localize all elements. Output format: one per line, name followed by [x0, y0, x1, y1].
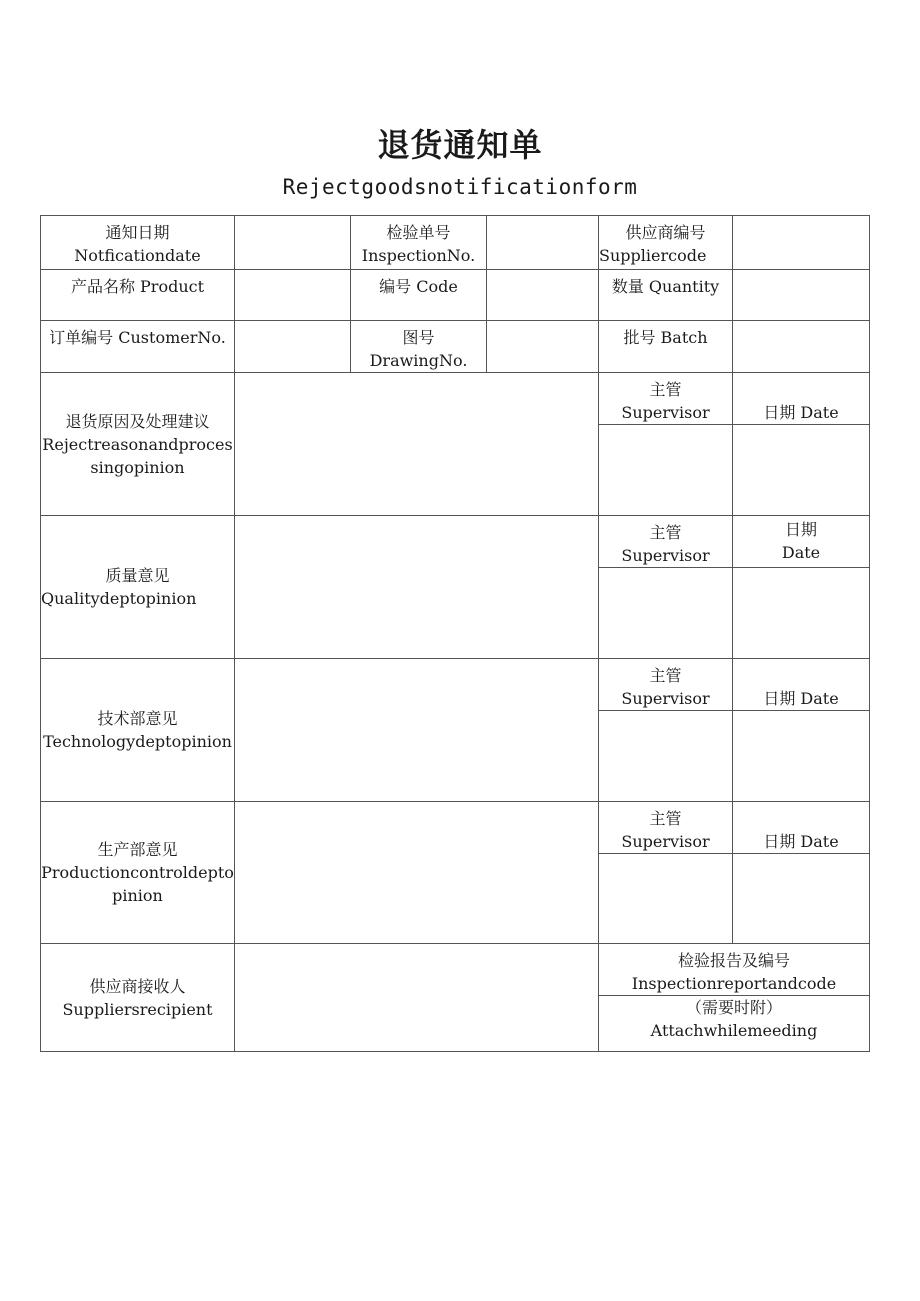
attach-note: （需要时附） Attachwhilemeeding: [599, 996, 870, 1052]
quality-dept-label: 质量意见 Qualitydeptopinion: [41, 516, 235, 659]
quantity-field[interactable]: [733, 270, 870, 321]
production-dept-field[interactable]: [235, 802, 599, 944]
supplier-code-label: 供应商编号 Suppliercode: [599, 216, 733, 270]
production-dept-date-label: 日期 Date: [733, 802, 870, 854]
customer-no-label: 订单编号 CustomerNo.: [41, 321, 235, 373]
inspection-report-label: 检验报告及编号 Inspectionreportandcode: [599, 944, 870, 996]
quality-dept-supervisor-label: 主管 Supervisor: [599, 516, 733, 568]
technology-dept-supervisor-label: 主管 Supervisor: [599, 659, 733, 711]
technology-dept-label: 技术部意见 Technologydeptopinion: [41, 659, 235, 802]
form-subtitle: Rejectgoodsnotificationform: [282, 175, 638, 199]
code-field[interactable]: [487, 270, 599, 321]
reject-reason-label: 退货原因及处理建议 Rejectreasonandprocessingopinion: [41, 373, 235, 516]
form-title: 退货通知单: [377, 126, 543, 164]
drawing-no-field[interactable]: [487, 321, 599, 373]
quantity-label: 数量 Quantity: [599, 270, 733, 321]
production-dept-supervisor-label: 主管 Supervisor: [599, 802, 733, 854]
reject-reason-supervisor-sign[interactable]: [599, 425, 733, 516]
code-label: 编号 Code: [351, 270, 487, 321]
notification-date-label: 通知日期 Notficationdate: [41, 216, 235, 270]
notification-date-field[interactable]: [235, 216, 351, 270]
product-label: 产品名称 Product: [41, 270, 235, 321]
reject-reason-date-label: 日期 Date: [733, 373, 870, 425]
reject-reason-date-field[interactable]: [733, 425, 870, 516]
reject-reason-supervisor-label: 主管 Supervisor: [599, 373, 733, 425]
production-dept-date-field[interactable]: [733, 854, 870, 944]
quality-dept-date-field[interactable]: [733, 568, 870, 659]
reject-notification-table: [40, 215, 870, 1052]
inspection-no-field[interactable]: [487, 216, 599, 270]
technology-dept-date-label: 日期 Date: [733, 659, 870, 711]
supplier-recipient-label: 供应商接收人 Suppliersrecipient: [41, 944, 235, 1052]
batch-label: 批号 Batch: [599, 321, 733, 373]
drawing-no-label: 图号 DrawingNo.: [351, 321, 487, 373]
technology-dept-date-field[interactable]: [733, 711, 870, 802]
supplier-code-field[interactable]: [733, 216, 870, 270]
quality-dept-field[interactable]: [235, 516, 599, 659]
technology-dept-supervisor-sign[interactable]: [599, 711, 733, 802]
product-field[interactable]: [235, 270, 351, 321]
inspection-no-label: 检验单号 InspectionNo.: [351, 216, 487, 270]
customer-no-field[interactable]: [235, 321, 351, 373]
reject-reason-field[interactable]: [235, 373, 599, 516]
quality-dept-supervisor-sign[interactable]: [599, 568, 733, 659]
production-dept-supervisor-sign[interactable]: [599, 854, 733, 944]
production-dept-label: 生产部意见 Productioncontroldeptopinion: [41, 802, 235, 944]
technology-dept-field[interactable]: [235, 659, 599, 802]
supplier-recipient-field[interactable]: [235, 944, 599, 1052]
batch-field[interactable]: [733, 321, 870, 373]
quality-dept-date-label: 日期 Date: [733, 516, 870, 568]
